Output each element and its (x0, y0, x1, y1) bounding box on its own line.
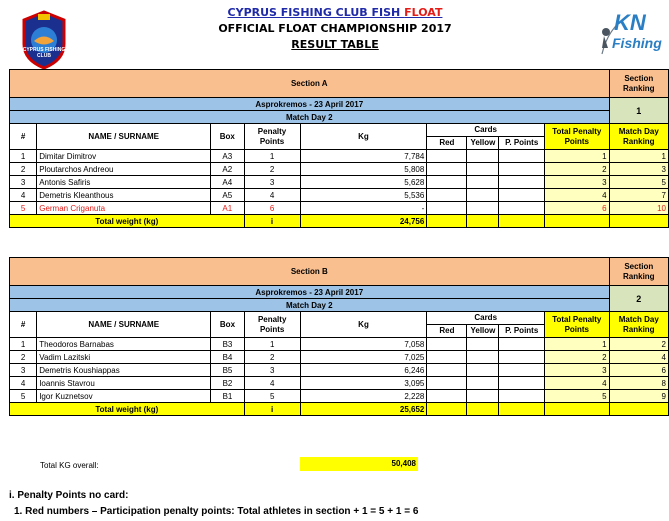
row-ppoints (499, 377, 545, 390)
row-red-card (427, 377, 467, 390)
row-red-card (427, 189, 467, 202)
row-kg: 6,246 (300, 364, 427, 377)
total-blank (467, 403, 499, 416)
row-penalty: 2 (244, 351, 300, 364)
table-row (10, 202, 669, 215)
row-yellow-card (467, 390, 499, 403)
row-name: Theodoros Barnabas (37, 338, 211, 351)
total-blank (609, 215, 668, 228)
row-match-rank: 8 (609, 377, 668, 390)
row-box: B4 (211, 351, 244, 364)
row-yellow-card (467, 189, 499, 202)
col-match-day-header: Match Day Ranking (609, 312, 668, 338)
row-name: Igor Kuznetsov (37, 390, 211, 403)
row-num: 3 (10, 364, 37, 377)
col-ppoints-header: P. Points (499, 325, 545, 338)
overall-value: 50,408 (300, 457, 418, 471)
row-total-penalty: 6 (545, 202, 610, 215)
col-cards-header: Cards (427, 312, 545, 325)
col-penalty-header: Penalty Points (244, 312, 300, 338)
overall-label: Total KG overall: (40, 461, 99, 470)
col-name-header: NAME / SURNAME (37, 312, 211, 338)
row-box: A4 (211, 176, 244, 189)
row-box: B2 (211, 377, 244, 390)
row-match-rank: 2 (609, 338, 668, 351)
row-match-rank: 6 (609, 364, 668, 377)
row-kg: 5,628 (300, 176, 427, 189)
row-red-card (427, 202, 467, 215)
row-num: 4 (10, 377, 37, 390)
table-row (10, 150, 669, 163)
row-match-rank: 5 (609, 176, 668, 189)
total-blank (609, 403, 668, 416)
venue-date: Asprokremos - 23 April 2017 (10, 98, 610, 111)
col-match-day-header: Match Day Ranking (609, 124, 668, 150)
row-yellow-card (467, 351, 499, 364)
row-num: 3 (10, 176, 37, 189)
total-mark: i (244, 403, 300, 416)
table-row (10, 377, 669, 390)
row-name: Demetris Kleanthous (37, 189, 211, 202)
kn-logo-word: Fishing (612, 35, 662, 51)
section-ranking-header: Section Ranking (609, 70, 668, 98)
row-box: A5 (211, 189, 244, 202)
row-red-card (427, 150, 467, 163)
kn-logo-letters: KN (614, 10, 646, 35)
total-blank (545, 403, 610, 416)
row-num: 2 (10, 351, 37, 364)
row-total-penalty: 2 (545, 163, 610, 176)
section-a-table (9, 69, 669, 228)
row-kg: 7,784 (300, 150, 427, 163)
row-ppoints (499, 351, 545, 364)
table-row (10, 364, 669, 377)
col-num-header: # (10, 312, 37, 338)
row-num: 5 (10, 202, 37, 215)
table-row (10, 176, 669, 189)
row-name: German Criganuta (37, 202, 211, 215)
row-match-rank: 10 (609, 202, 668, 215)
total-weight-value: 24,756 (300, 215, 427, 228)
row-box: B1 (211, 390, 244, 403)
row-yellow-card (467, 163, 499, 176)
row-match-rank: 4 (609, 351, 668, 364)
col-yellow-header: Yellow (467, 325, 499, 338)
row-total-penalty: 3 (545, 364, 610, 377)
row-penalty: 4 (244, 377, 300, 390)
col-name-header: NAME / SURNAME (37, 124, 211, 150)
row-red-card (427, 338, 467, 351)
row-yellow-card (467, 377, 499, 390)
championship-title: OFFICIAL FLOAT CHAMPIONSHIP 2017 (218, 22, 452, 35)
row-name: Vadim Lazitski (37, 351, 211, 364)
row-total-penalty: 4 (545, 377, 610, 390)
row-ppoints (499, 189, 545, 202)
match-day: Match Day 2 (10, 299, 610, 312)
row-box: A2 (211, 163, 244, 176)
col-kg-header: Kg (300, 312, 427, 338)
total-blank (467, 215, 499, 228)
col-penalty-header: Penalty Points (244, 124, 300, 150)
row-yellow-card (467, 150, 499, 163)
row-penalty: 3 (244, 364, 300, 377)
match-day: Match Day 2 (10, 111, 610, 124)
table-row (10, 351, 669, 364)
row-kg: 2,228 (300, 390, 427, 403)
page-header (150, 5, 520, 53)
section-ranking-value: 1 (609, 98, 668, 124)
row-ppoints (499, 150, 545, 163)
col-total-penalty-header: Total Penalty Points (545, 312, 610, 338)
row-total-penalty: 5 (545, 390, 610, 403)
row-ppoints (499, 202, 545, 215)
row-box: B5 (211, 364, 244, 377)
col-box-header: Box (211, 312, 244, 338)
section-ranking-value: 2 (609, 286, 668, 312)
col-yellow-header: Yellow (467, 137, 499, 150)
row-name: Ioannis Stavrou (37, 377, 211, 390)
row-red-card (427, 163, 467, 176)
total-weight-label: Total weight (kg) (10, 403, 245, 416)
row-ppoints (499, 390, 545, 403)
row-penalty: 6 (244, 202, 300, 215)
club-logo-text: CYPRUS FISHING CLUB (22, 47, 66, 59)
section-title: Section B (10, 258, 610, 286)
row-yellow-card (467, 176, 499, 189)
row-kg: 7,058 (300, 338, 427, 351)
row-red-card (427, 364, 467, 377)
row-kg: 3,095 (300, 377, 427, 390)
table-row (10, 163, 669, 176)
col-num-header: # (10, 124, 37, 150)
row-num: 5 (10, 390, 37, 403)
note-penalty-no-card: i. Penalty Points no card: (9, 490, 129, 501)
row-yellow-card (467, 202, 499, 215)
note-red-numbers: 1. Red numbers – Participation penalty points: Total athletes in section + 1 = 5 + 1 = 6 (14, 506, 419, 517)
total-blank (427, 403, 467, 416)
row-kg: - (300, 202, 427, 215)
row-num: 1 (10, 338, 37, 351)
col-kg-header: Kg (300, 124, 427, 150)
row-red-card (427, 390, 467, 403)
table-row (10, 390, 669, 403)
col-red-header: Red (427, 325, 467, 338)
table-row (10, 189, 669, 202)
row-ppoints (499, 163, 545, 176)
venue-date: Asprokremos - 23 April 2017 (10, 286, 610, 299)
col-ppoints-header: P. Points (499, 137, 545, 150)
row-yellow-card (467, 364, 499, 377)
row-ppoints (499, 338, 545, 351)
row-penalty: 3 (244, 176, 300, 189)
row-name: Ploutarchos Andreou (37, 163, 211, 176)
row-name: Dimitar Dimitrov (37, 150, 211, 163)
col-red-header: Red (427, 137, 467, 150)
row-match-rank: 1 (609, 150, 668, 163)
total-blank (499, 215, 545, 228)
col-cards-header: Cards (427, 124, 545, 137)
row-match-rank: 9 (609, 390, 668, 403)
row-ppoints (499, 176, 545, 189)
row-num: 1 (10, 150, 37, 163)
row-penalty: 2 (244, 163, 300, 176)
row-total-penalty: 1 (545, 338, 610, 351)
row-box: A1 (211, 202, 244, 215)
total-weight-label: Total weight (kg) (10, 215, 245, 228)
row-box: B3 (211, 338, 244, 351)
row-red-card (427, 351, 467, 364)
row-match-rank: 3 (609, 163, 668, 176)
table-row (10, 338, 669, 351)
section-ranking-header: Section Ranking (609, 258, 668, 286)
row-kg: 5,536 (300, 189, 427, 202)
row-ppoints (499, 364, 545, 377)
total-blank (545, 215, 610, 228)
col-total-penalty-header: Total Penalty Points (545, 124, 610, 150)
club-title-float: FLOAT (404, 6, 443, 19)
row-total-penalty: 2 (545, 351, 610, 364)
row-penalty: 1 (244, 338, 300, 351)
row-penalty: 1 (244, 150, 300, 163)
row-total-penalty: 1 (545, 150, 610, 163)
row-kg: 5,808 (300, 163, 427, 176)
row-penalty: 4 (244, 189, 300, 202)
row-total-penalty: 4 (545, 189, 610, 202)
row-kg: 7,025 (300, 351, 427, 364)
row-box: A3 (211, 150, 244, 163)
total-mark: i (244, 215, 300, 228)
total-blank (427, 215, 467, 228)
total-weight-value: 25,652 (300, 403, 427, 416)
club-title-text: CYPRUS FISHING CLUB FISH (227, 6, 405, 19)
result-table-title: RESULT TABLE (291, 38, 379, 51)
row-red-card (427, 176, 467, 189)
row-penalty: 5 (244, 390, 300, 403)
total-blank (499, 403, 545, 416)
row-total-penalty: 3 (545, 176, 610, 189)
row-name: Antonis Safiris (37, 176, 211, 189)
section-b-table (9, 257, 669, 416)
row-num: 4 (10, 189, 37, 202)
col-box-header: Box (211, 124, 244, 150)
club-logo (18, 10, 70, 70)
row-yellow-card (467, 338, 499, 351)
row-num: 2 (10, 163, 37, 176)
club-title (150, 5, 520, 21)
row-name: Demetris Koushiappas (37, 364, 211, 377)
row-match-rank: 7 (609, 189, 668, 202)
section-title: Section A (10, 70, 610, 98)
